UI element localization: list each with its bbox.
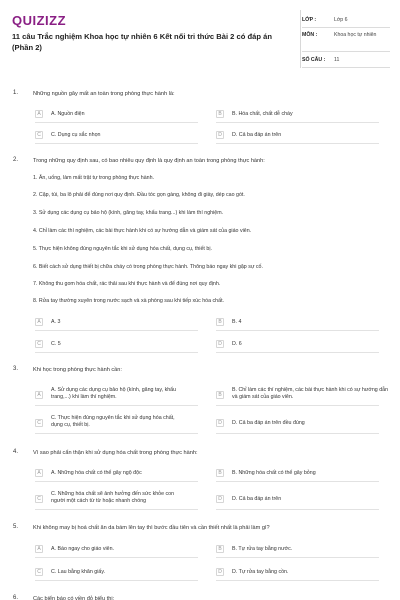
option-underline [35, 122, 198, 123]
meta-class-value: Lớp 6 [334, 17, 348, 23]
option-letter-box: A [35, 318, 43, 326]
option-underline [216, 580, 379, 581]
statement-item: 5. Thực hiện không đúng nguyên tắc khi sử dụng hóa chất, dụng cụ, thiết bị. [33, 246, 212, 252]
option-text: D. Cả ba đáp án trên đều đúng [232, 420, 305, 426]
meta-divider-line [302, 67, 390, 68]
option-text: D. Cả ba đáp án trên [232, 132, 282, 138]
option-letter-box: C [35, 340, 43, 348]
option-letter-box: D [216, 568, 224, 576]
option-letter-box: A [35, 391, 43, 399]
meta-subject-label: MÔN : [302, 32, 318, 38]
statement-item: 2. Cặp, túi, ba lô phải để đúng nơi quy định. Đầu tóc gọn gàng, không đi giày, dép cao gót. [33, 192, 245, 198]
meta-divider-line [302, 51, 390, 52]
statement-item: 1. Ăn, uống, làm mất trật tự trong phòng thực hành. [33, 175, 155, 181]
statement-item: 3. Sử dụng các dụng cụ bảo hộ (kính, găng tay, khẩu trang...) khi làm thí nghiệm. [33, 210, 224, 216]
option-underline [35, 143, 198, 144]
option-text: B. Hóa chất, chất dễ cháy [232, 111, 293, 117]
option-letter-box: C [35, 568, 43, 576]
question-text: Khi không may bị hoá chất ăn da bám lên tay thì bước đầu tiên và cần thiết nhất là phải làm gì? [33, 525, 270, 531]
option-text: B. Tự rửa tay bằng nước. [232, 546, 293, 552]
option-text: A. Sử dụng các dụng cụ bảo hộ (kính, găng tay, khẩu trang,...) khi làm thí nghiệm. [51, 387, 177, 400]
option-letter-box: A [35, 110, 43, 118]
statement-item: 7. Không thu gom hóa chất, rác thải sau khi thực hành và để đúng nơi quy định. [33, 281, 221, 287]
quizizz-logo: QUIZIZZ [12, 13, 67, 28]
worksheet-header [0, 0, 400, 78]
option-text: C. Dụng cụ sắc nhọn [51, 132, 101, 138]
option-letter-box: C [35, 419, 43, 427]
option-letter-box: B [216, 318, 224, 326]
question-number: 3. [13, 366, 19, 372]
question-text: Vì sao phải cẩn thận khi sử dụng hóa chất trong phòng thực hành: [33, 450, 198, 456]
meta-count-value: 11 [334, 57, 340, 63]
option-text: B. Chỉ làm các thí nghiệm, các bài thực hành khi có sự hướng dẫn và giám sát của giáo viên. [232, 387, 389, 400]
option-text: A. 3 [51, 319, 61, 325]
question-text: Các biển báo có viền đỏ biểu thị: [33, 596, 115, 600]
option-text: A. Những hóa chất có thể gây ngộ độc [51, 470, 142, 476]
option-letter-box: A [35, 469, 43, 477]
option-underline [35, 481, 198, 482]
meta-divider-line [302, 27, 390, 28]
header-divider [300, 10, 301, 68]
option-underline [216, 330, 379, 331]
question-text: Những nguồn gây mất an toàn trong phòng thực hành là: [33, 91, 175, 97]
question-number: 6. [13, 595, 19, 600]
option-letter-box: D [216, 419, 224, 427]
question-text: Trong những quy định sau, có bao nhiêu quy định là quy định an toàn trong phòng thực hành: [33, 158, 265, 164]
option-underline [35, 557, 198, 558]
option-underline [216, 352, 379, 353]
option-underline [35, 433, 198, 434]
option-letter-box: B [216, 391, 224, 399]
question-number: 2. [13, 157, 19, 163]
option-text: C. 5 [51, 341, 61, 347]
option-text: A. Nguồn điện [51, 111, 85, 117]
option-underline [35, 330, 198, 331]
option-text: C. Thực hiện đúng nguyên tắc khi sử dụng hóa chất, dụng cụ, thiết bị. [51, 415, 175, 428]
option-letter-box: D [216, 340, 224, 348]
option-letter-box: C [35, 131, 43, 139]
option-underline [216, 122, 379, 123]
option-underline [216, 405, 379, 406]
option-letter-box: B [216, 469, 224, 477]
question-number: 5. [13, 524, 19, 530]
option-text: C. Những hóa chất sẽ ảnh hưởng đến sức khỏe con người một cách từ từ hoặc nhanh chóng [51, 491, 175, 504]
option-underline [35, 352, 198, 353]
option-letter-box: D [216, 495, 224, 503]
option-underline [216, 143, 379, 144]
worksheet-title: 11 câu Trắc nghiệm Khoa học tự nhiên 6 Kết nối tri thức Bài 2 có đáp án (Phần 2) [12, 32, 272, 52]
option-text: C. Lau bằng khăn giấy. [51, 569, 106, 575]
question-number: 4. [13, 449, 19, 455]
option-underline [216, 509, 379, 510]
option-underline [35, 405, 198, 406]
option-underline [216, 433, 379, 434]
option-letter-box: C [35, 495, 43, 503]
option-letter-box: D [216, 131, 224, 139]
meta-count-label: SỐ CÂU : [302, 57, 326, 63]
option-letter-box: A [35, 545, 43, 553]
meta-subject-value: Khoa học tự nhiên [334, 32, 377, 38]
option-underline [35, 580, 198, 581]
option-underline [35, 509, 198, 510]
question-text: Khi học trong phòng thực hành cần: [33, 367, 122, 373]
option-text: D. Cả ba đáp án trên [232, 496, 282, 502]
option-letter-box: B [216, 545, 224, 553]
option-text: B. 4 [232, 319, 242, 325]
statement-item: 8. Rửa tay thường xuyên trong nước sạch và xà phòng sau khi tiếp xúc hóa chất. [33, 298, 225, 304]
option-underline [216, 557, 379, 558]
option-text: B. Những hóa chất có thể gây bỏng [232, 470, 316, 476]
option-text: D. 6 [232, 341, 242, 347]
question-number: 1. [13, 90, 19, 96]
option-text: A. Báo ngay cho giáo viên. [51, 546, 115, 552]
option-underline [216, 481, 379, 482]
statement-item: 6. Biết cách sử dụng thiết bị chữa cháy có trong phòng thực hành. Thông báo ngay khi gặp sự cố. [33, 264, 263, 270]
meta-class-label: LỚP : [302, 17, 317, 23]
option-letter-box: B [216, 110, 224, 118]
option-text: D. Tự rửa tay bằng cồn. [232, 569, 289, 575]
statement-item: 4. Chỉ làm các thí nghiệm, các bài thực hành khi có sự hướng dẫn và giám sát của giáo viên. [33, 228, 252, 234]
